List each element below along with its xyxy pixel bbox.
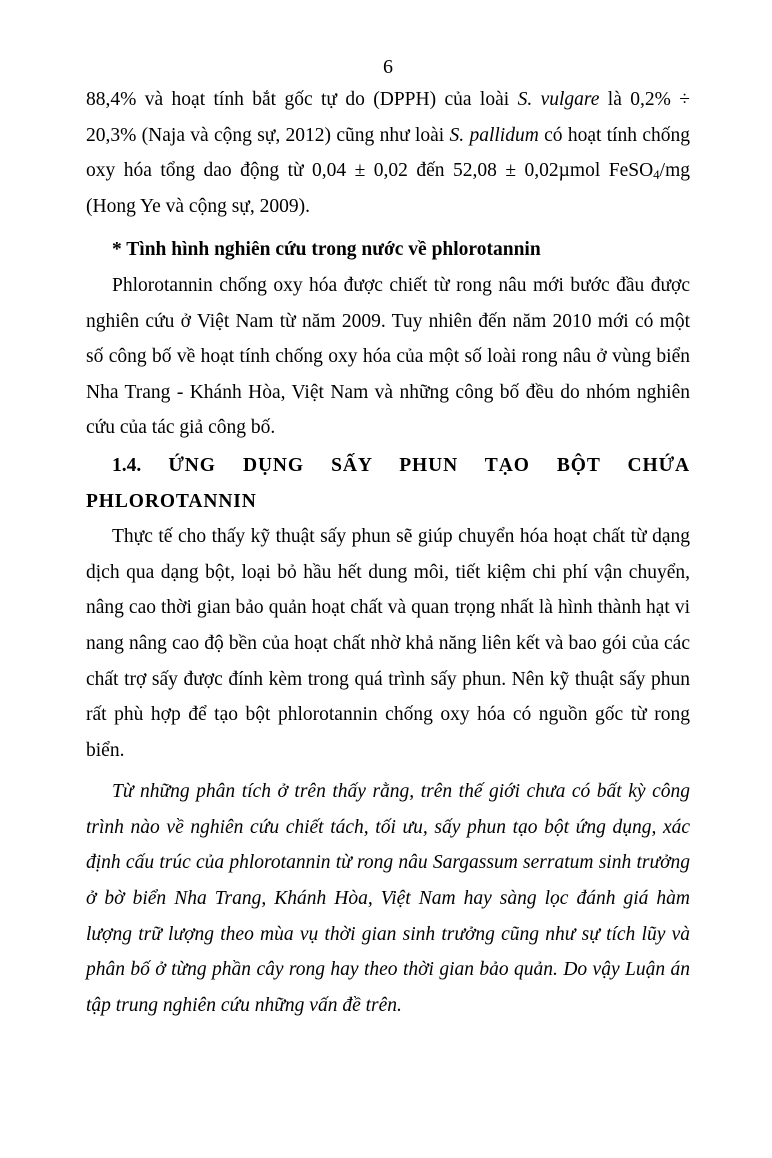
section-title: ỨNG DỤNG SẤY PHUN TẠO BỘT CHỨA PHLOROTANNIN [86,454,690,512]
section-heading-1-4 [86,448,690,519]
domestic-research-heading: * Tình hình nghiên cứu trong nước về phlorotannin [112,239,541,261]
page-number: 6 [383,56,393,78]
paragraph-international-results [86,82,690,224]
paragraph-spray-drying: Thực tế cho thấy kỹ thuật sấy phun sẽ giúp chuyển hóa hoạt chất từ dạng dịch qua dạng bột, loại bỏ hầu hết dung môi, tiết kiệm chi phí vận chuyển, nâng cao thời gian bảo quản hoạt chất và quan trọng nhất là hình thành hạt vi nang nâng cao độ bền của hoạt chất nhờ khả năng liên kết và bao gói của các chất trợ sấy được đính kèm trong quá trình sấy phun. Nên kỹ thuật sấy phun rất phù hợp để tạo bột phlorotannin chống oxy hóa có nguồn gốc từ rong biển. [86,526,690,761]
section-number: 1.4. [112,454,142,476]
paragraph-domestic-research: Phlorotannin chống oxy hóa được chiết từ rong nâu mới bước đầu được nghiên cứu ở Việt Nam từ năm 2009. Tuy nhiên đến năm 2010 mới có một số công bố về hoạt tính chống oxy hóa của một số loài rong nâu ở vùng biển Nha Trang - Khánh Hòa, Việt Nam và những công bố đều do nhóm nghiên cứu của tác giả công bố. [86,274,690,439]
species-s-pallidum: S. pallidum [449,124,539,146]
species-s-vulgare: S. vulgare [517,89,600,110]
paragraph-research-gap: Từ những phân tích ở trên thấy rằng, trên thế giới chưa có bất kỳ công trình nào về nghiên cứu chiết tách, tối ưu, sấy phun tạo bột ứng dụng, xác định cấu trúc của phlorotannin từ rong nâu Sargassum serratum sinh trưởng ở bờ biển Nha Trang, Khánh Hòa, Việt Nam hay sàng lọc đánh giá hàm lượng trữ lượng theo mùa vụ thời gian sinh trưởng cũng như sự tích lũy và phân bố ở từng phần cây rong hay theo thời gian bảo quản. Do vậy Luận án tập trung nghiên cứu những vấn đề trên. [86,781,690,1016]
para1-text-2: là 0,2% ÷ 20,3% (Naja và cộng sự, 2012) cũng như loài [86,89,690,146]
para1-text-4: /mg (Hong Ye và cộng sự, 2009). [86,160,690,217]
subscript-4: 4 [653,167,660,183]
document-page [86,52,690,1023]
para1-text-3: có hoạt tính chống oxy hóa tổng dao động từ 0,04 ± 0,02 đến 52,08 ± 0,02µmol FeSO [86,124,691,182]
para1-text-1: 88,4% và hoạt tính bắt gốc tự do (DPPH) của loài [86,89,518,110]
